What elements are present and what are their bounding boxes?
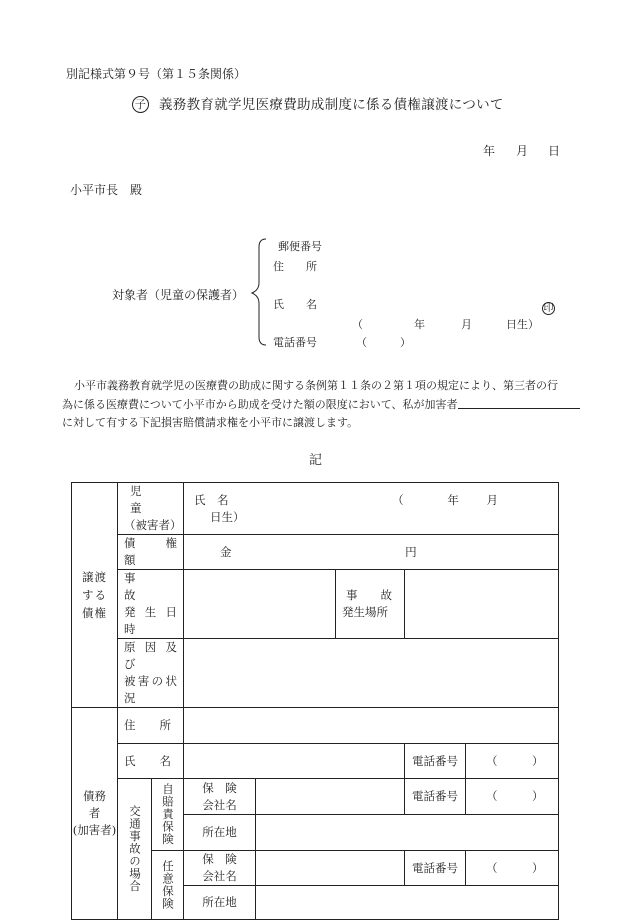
body-line-1: 小平市義務教育就学児の医療費の助成に関する条例第１１条の２第１項の規定により、第三者の行 — [74, 379, 558, 392]
claim-amount-label: 債 権 額 — [118, 535, 184, 570]
applicant-brace — [248, 237, 270, 347]
title-text: 義務教育就学児医療費助成制度に係る債権譲渡について — [159, 97, 504, 113]
debtor-name-label: 氏 名 — [118, 744, 184, 779]
record-heading: 記 — [309, 453, 323, 468]
row-debtor-address — [72, 708, 559, 744]
debtor-address-label: 住 所 — [118, 708, 184, 744]
compulsory-insurer-label: 保 険 会社名 — [184, 779, 256, 815]
compulsory-phone-value: （ ） — [466, 779, 559, 815]
accident-place-value — [405, 570, 559, 639]
child-name-cell: 氏 名 （ 年 月 日生） — [184, 483, 559, 535]
row-compulsory-insurer — [72, 779, 559, 815]
date-day: 日 — [548, 144, 561, 158]
compulsory-insurance-label: 自賠責保険 — [152, 779, 184, 851]
claim-table — [71, 482, 559, 920]
birth-day: 日生） — [506, 318, 539, 331]
birth-open: （ — [352, 318, 363, 331]
voluntary-location-value — [256, 886, 559, 920]
applicant-group-label: 対象者（児童の保護者） — [112, 288, 245, 302]
voluntary-insurer-label: 保 険 会社名 — [184, 851, 256, 886]
seal-mark: 印 — [543, 303, 554, 314]
body-line-2: 為に係る医療費について小平市から助成を受けた額の限度において、私が加害者 — [62, 396, 580, 412]
child-circle-mark: 子 — [132, 96, 149, 113]
compulsory-location-label: 所在地 — [184, 815, 256, 851]
cause-value — [184, 639, 559, 708]
compulsory-phone-label: 電話番号 — [405, 779, 466, 815]
row-cause — [72, 639, 559, 708]
row-claim-amount — [72, 535, 559, 570]
traffic-accident-label: 交通事故の場合 — [118, 779, 152, 920]
row-debtor-name — [72, 744, 559, 779]
addressee: 小平市長 殿 — [70, 183, 143, 197]
transfer-group-label: 譲渡する債権 — [72, 483, 118, 708]
debtor-name-value — [184, 744, 405, 779]
phone-label: 電話番号 — [273, 336, 317, 349]
accident-date-value — [184, 570, 336, 639]
row-child — [72, 483, 559, 535]
date-month: 月 — [516, 144, 529, 158]
debtor-phone-value: （ ） — [466, 744, 559, 779]
name-label: 氏 名 — [273, 298, 317, 311]
date-year: 年 — [483, 144, 496, 158]
birth-month: 月 — [461, 318, 472, 331]
debtor-group-label: 債務者 (加害者) — [72, 708, 118, 920]
voluntary-insurer-value — [256, 851, 405, 886]
debtor-phone-label: 電話番号 — [405, 744, 466, 779]
accident-place-label: 事 故 発生場所 — [336, 570, 405, 639]
accident-date-label: 事 故 発 生 日 時 — [118, 570, 184, 639]
claim-amount-cell: 金 円 — [184, 535, 559, 570]
voluntary-insurance-label: 任意保険 — [152, 851, 184, 920]
compulsory-insurer-value — [256, 779, 405, 815]
child-label-cell: 児 童 （被害者） — [118, 483, 184, 535]
voluntary-phone-label: 電話番号 — [405, 851, 466, 886]
phone-value: （ ） — [356, 336, 411, 349]
row-accident — [72, 570, 559, 639]
voluntary-phone-value: （ ） — [466, 851, 559, 886]
birth-year: 年 — [414, 318, 425, 331]
debtor-address-value — [184, 708, 559, 744]
perpetrator-blank — [458, 397, 580, 409]
postal-code-label: 郵便番号 — [278, 240, 322, 253]
cause-label: 原 因 及 び 被害の状況 — [118, 639, 184, 708]
page-title — [132, 93, 504, 113]
compulsory-location-value — [256, 815, 559, 851]
address-label: 住 所 — [273, 260, 317, 273]
body-line-3: に対して有する下記損害賠償請求権を小平市に譲渡します。 — [62, 416, 359, 429]
form-number: 別記様式第９号（第１５条関係） — [66, 67, 247, 81]
voluntary-location-label: 所在地 — [184, 886, 256, 920]
